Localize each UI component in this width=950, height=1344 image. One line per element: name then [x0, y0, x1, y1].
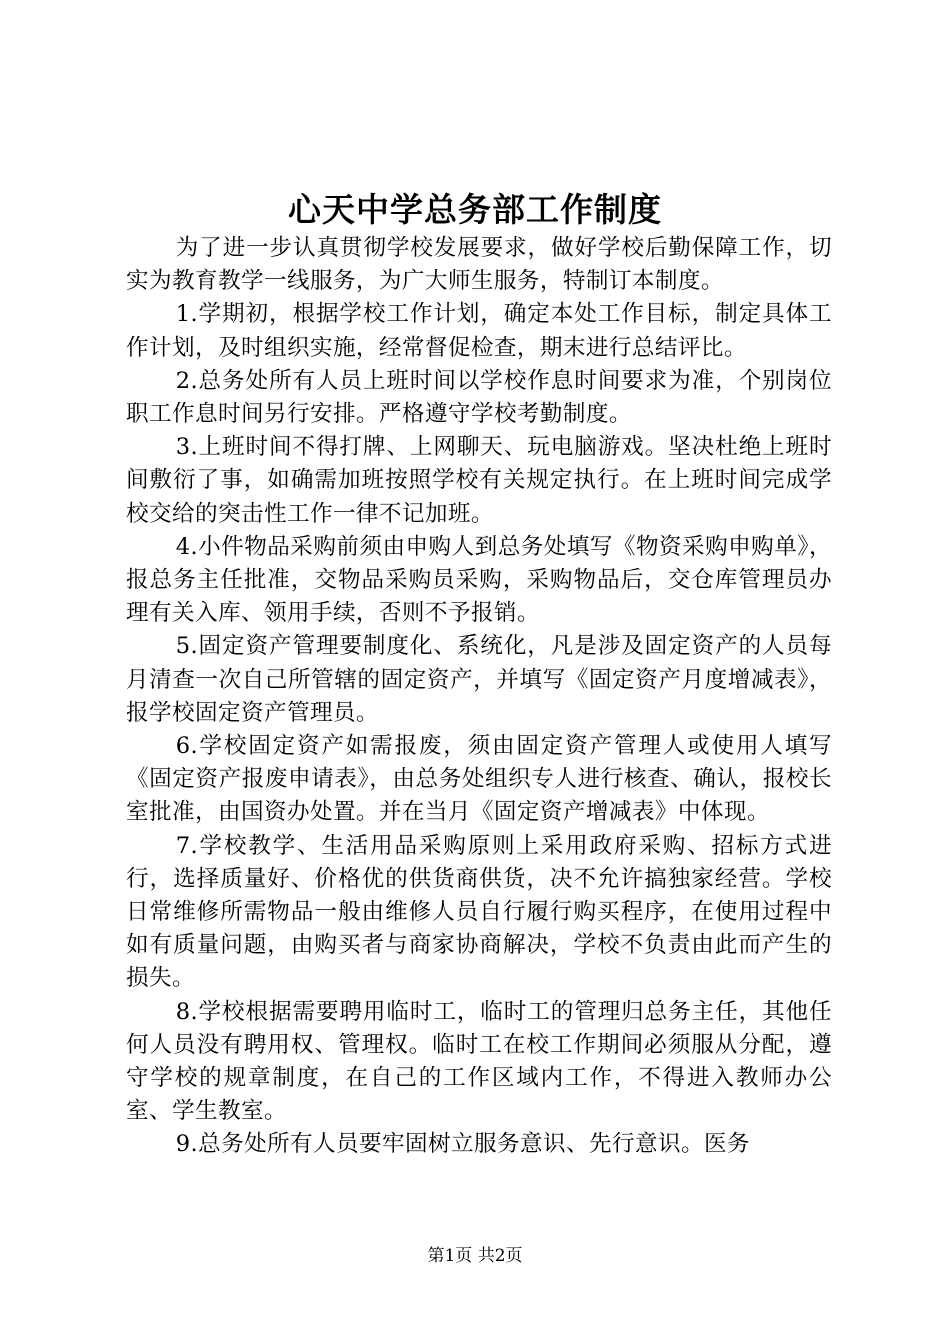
rule-paragraph-9: 9.总务处所有人员要牢固树立服务意识、先行意识。医务	[175, 1131, 750, 1158]
rule-paragraph-2: 2.总务处所有人员上班时间以学校作息时间要求为准，个别岗位职工作息时间另行安排。严格遵守学校考勤制度。	[126, 367, 832, 428]
rule-paragraph-6: 6.学校固定资产如需报废，须由固定资产管理人或使用人填写《固定资产报废申请表》，由总务处组织专人进行核查、确认，报校长室批准，由国资办处置。并在当月《固定资产增减表》中体现。	[126, 733, 832, 826]
intro-paragraph: 为了进一步认真贯彻学校发展要求，做好学校后勤保障工作，切实为教育教学一线服务，为广大师生服务，特制订本制度。	[126, 235, 832, 295]
rule-paragraph-4: 4.小件物品采购前须由申购人到总务处填写《物资采购申购单》，报总务主任批准，交物品采购员采购，采购物品后，交仓库管理员办理有关入库、领用手续，否则不予报销。	[126, 533, 832, 627]
page-footer: 第1页 共2页	[427, 1246, 523, 1266]
rule-paragraph-8: 8.学校根据需要聘用临时工，临时工的管理归总务主任，其他任何人员没有聘用权、管理权。临时工在校工作期间必须服从分配，遵守学校的规章制度，在自己的工作区域内工作，不得进入教师办公室、学生教室。	[126, 998, 832, 1125]
document-body	[126, 232, 832, 1162]
rule-paragraph-1: 1.学期初，根据学校工作计划，确定本处工作目标，制定具体工作计划，及时组织实施，经常督促检查，期末进行总结评比。	[126, 301, 832, 361]
rule-paragraph-3: 3.上班时间不得打牌、上网聊天、玩电脑游戏。坚决杜绝上班时间敷衍了事，如确需加班按照学校有关规定执行。在上班时间完成学校交给的突击性工作一律不记加班。	[126, 434, 832, 527]
rule-paragraph-5: 5.固定资产管理要制度化、系统化，凡是涉及固定资产的人员每月清查一次自己所管辖的固定资产，并填写《固定资产月度增减表》，报学校固定资产管理员。	[126, 633, 832, 726]
document-title: 心天中学总务部工作制度	[288, 190, 662, 229]
rule-paragraph-7: 7.学校教学、生活用品采购原则上采用政府采购、招标方式进行，选择质量好、价格优的供货商供货，决不允许搞独家经营。学校日常维修所需物品一般由维修人员自行履行购买程序，在使用过程中如有质量问题，由购买者与商家协商解决，学校不负责由此而产生的损失。	[126, 832, 832, 992]
